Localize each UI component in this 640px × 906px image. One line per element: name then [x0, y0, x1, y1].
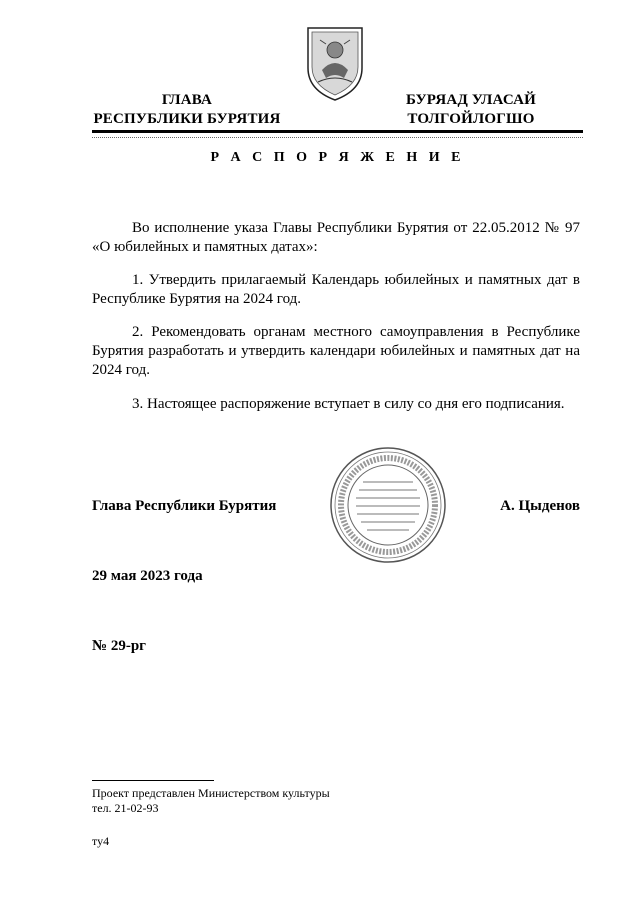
coat-of-arms-icon [300, 22, 370, 102]
header-right-line2: ТОЛГОЙЛОГШО [407, 111, 535, 127]
footer-phone: тел. 21-02-93 [92, 801, 159, 815]
preamble-paragraph [92, 219, 580, 257]
item-3-text: 3. Настоящее распоряжение вступает в силу со дня его подписания. [132, 396, 565, 412]
header-dotted-rule [92, 137, 583, 138]
header-rule [92, 130, 583, 133]
footer-code: ту4 [92, 834, 110, 848]
header-right-line1: БУРЯАД УЛАСАЙ [405, 92, 537, 108]
item-2-text: 2. Рекомендовать органам местного самоуправления в Республике Бурятия разработать и утвердить календари юбилейных и памятных дат на 2024 год. [92, 324, 580, 378]
header-left [92, 91, 282, 129]
seal-icon [329, 446, 447, 564]
document-number: № 29-рг [92, 638, 146, 654]
header-left-line2: РЕСПУБЛИКИ БУРЯТИЯ [93, 111, 281, 127]
preamble-text: Во исполнение указа Главы Республики Бурятия от 22.05.2012 № 97 «О юбилейных и памятных датах»: [92, 220, 580, 255]
footer-prepared-by: Проект представлен Министерством культуры [92, 786, 330, 800]
item-1-text: 1. Утвердить прилагаемый Календарь юбилейных и памятных дат в Республике Бурятия на 2024 год. [92, 272, 580, 307]
header-right [402, 91, 540, 129]
header-left-line1: ГЛАВА [161, 92, 213, 108]
signatory-name: А. Цыденов [500, 498, 580, 514]
document-type: Р А С П О Р Я Ж Е Н И Е [210, 150, 465, 165]
signatory-title: Глава Республики Бурятия [92, 498, 277, 514]
item-3-paragraph [92, 395, 580, 414]
document-date: 29 мая 2023 года [92, 568, 203, 584]
item-2-paragraph [92, 323, 580, 380]
item-1-paragraph [92, 271, 580, 309]
footer-rule [92, 780, 214, 781]
